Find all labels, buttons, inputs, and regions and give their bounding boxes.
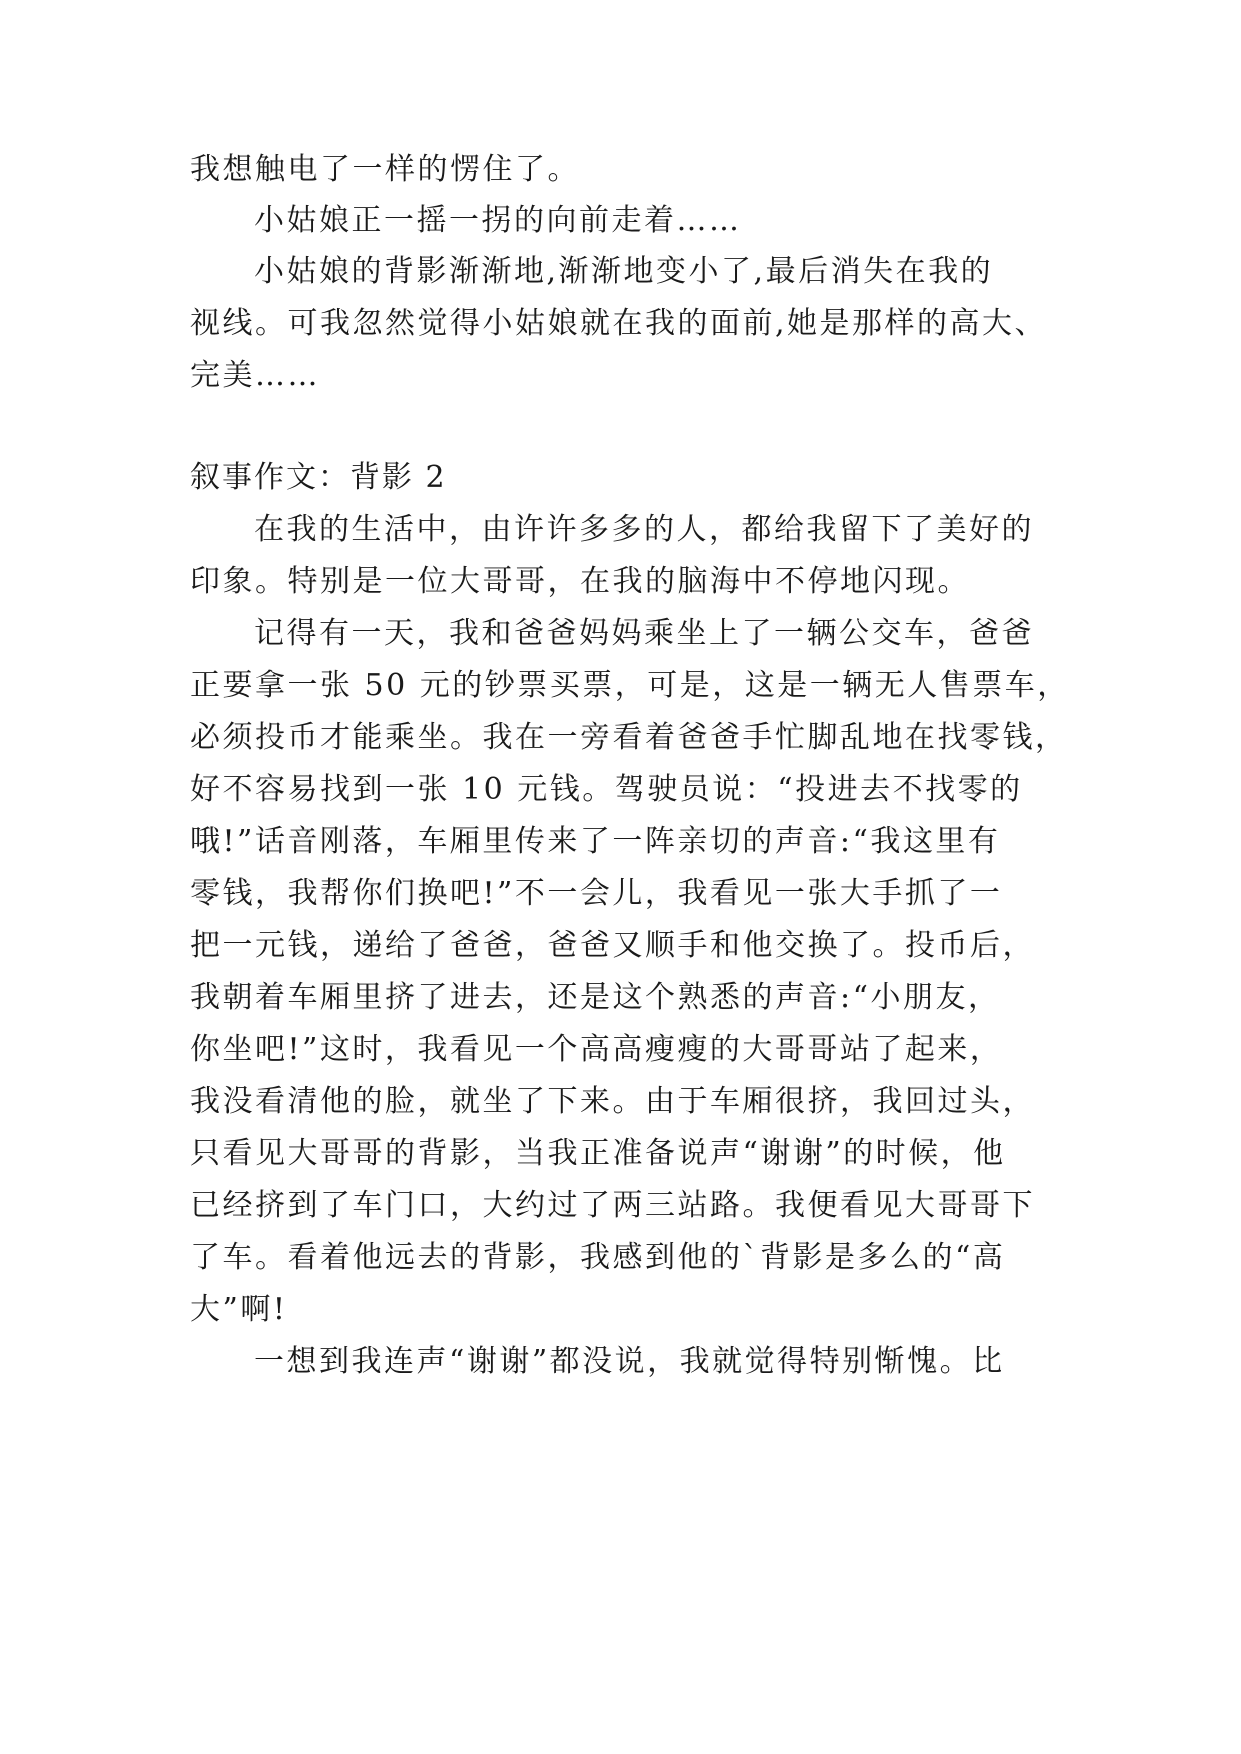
- text-line: 好不容易找到一张 10 元钱。驾驶员说：“投进去不找零的: [190, 772, 1023, 807]
- text-line: 只看见大哥哥的背影，当我正准备说声“谢谢”的时候，他: [190, 1136, 1006, 1171]
- text-line: 已经挤到了车门口，大约过了两三站路。我便看见大哥哥下: [190, 1188, 1035, 1223]
- text-line: 你坐吧!”这时，我看见一个高高瘦瘦的大哥哥站了起来，: [190, 1032, 1003, 1067]
- text-line: 必须投币才能乘坐。我在一旁看着爸爸手忙脚乱地在找零钱，: [190, 720, 1068, 755]
- text-line: 小姑娘的背影渐渐地,渐渐地变小了,最后消失在我的: [254, 254, 994, 289]
- text-line: 我朝着车厢里挤了进去，还是这个熟悉的声音:“小朋友，: [190, 980, 1001, 1015]
- text-line: 大”啊!: [190, 1292, 288, 1327]
- text-line: 记得有一天，我和爸爸妈妈乘坐上了一辆公交车，爸爸: [254, 616, 1034, 651]
- text-line: 我想触电了一样的愣住了。: [190, 152, 580, 187]
- text-line: 视线。可我忽然觉得小姑娘就在我的面前,她是那样的高大、: [190, 306, 1048, 341]
- text-line: 印象。特别是一位大哥哥，在我的脑海中不停地闪现。: [190, 564, 970, 599]
- text-line: 零钱，我帮你们换吧!”不一会儿，我看见一张大手抓了一: [190, 876, 1003, 911]
- text-line: 哦!”话音刚落，车厢里传来了一阵亲切的声音:“我这里有: [190, 824, 1001, 859]
- section-title: 叙事作文：背影 2: [190, 460, 447, 495]
- text-line: 正要拿一张 50 元的钞票买票，可是，这是一辆无人售票车，: [190, 668, 1070, 703]
- text-line: 把一元钱，递给了爸爸，爸爸又顺手和他交换了。投币后，: [190, 928, 1035, 963]
- text-line: 完美……: [190, 358, 320, 393]
- text-line: 小姑娘正一摇一拐的向前走着……: [254, 203, 742, 238]
- text-line: 了车。看着他远去的背影，我感到他的`背影是多么的“高: [190, 1240, 1006, 1275]
- text-line: 我没看清他的脸，就坐了下来。由于车厢很挤，我回过头，: [190, 1084, 1035, 1119]
- text-line: 在我的生活中，由许许多多的人，都给我留下了美好的: [254, 512, 1034, 547]
- text-line: 一想到我连声“谢谢”都没说，我就觉得特别惭愧。比: [254, 1344, 1005, 1379]
